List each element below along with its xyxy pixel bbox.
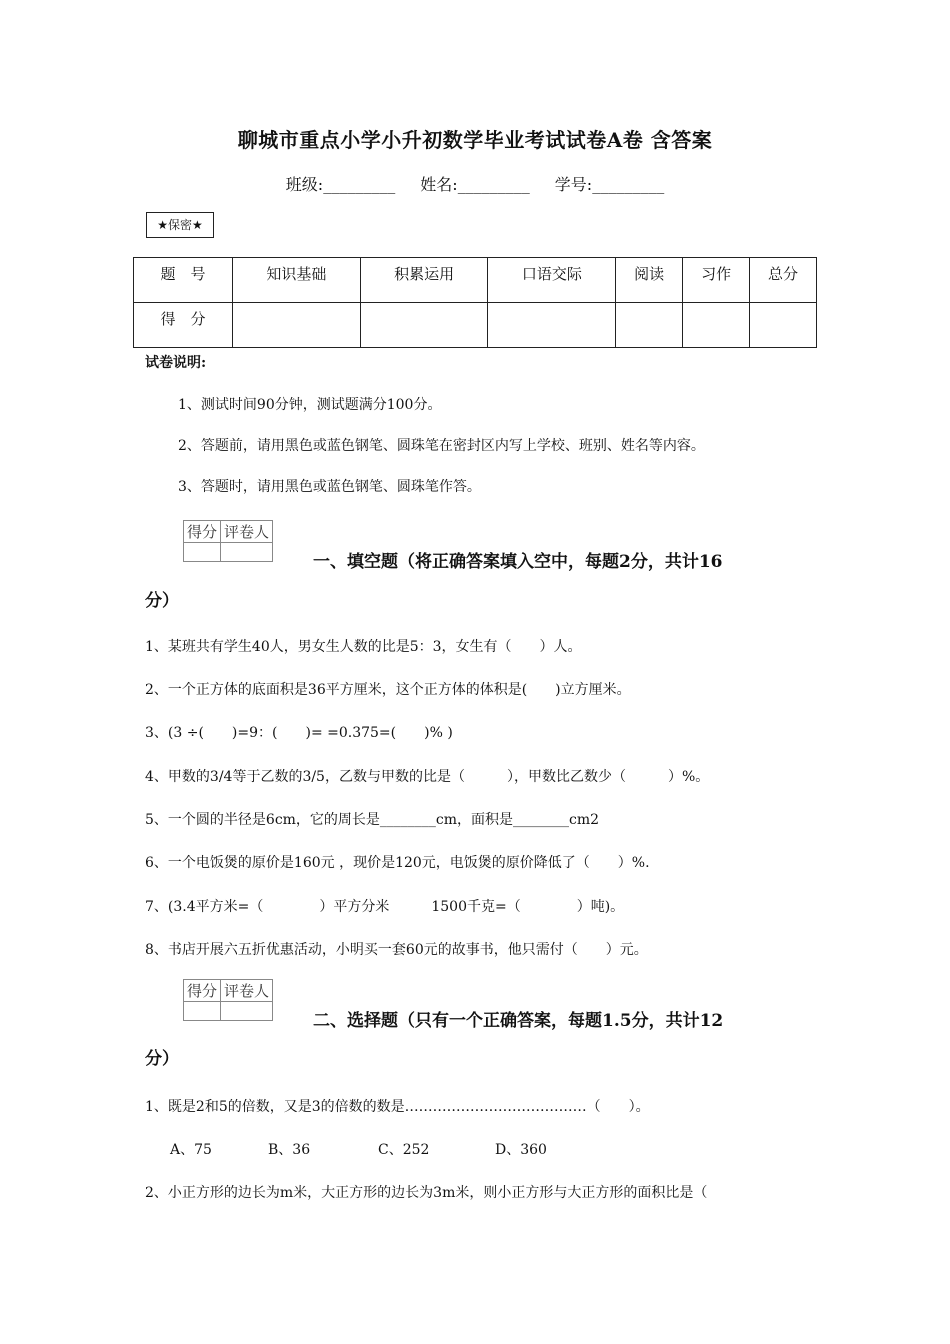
question-item: 2、一个正方体的底面积是36平方厘米，这个正方体的体积是( )立方厘米。	[145, 682, 631, 698]
col-header: 积累运用	[360, 258, 488, 303]
option-d: D、360	[495, 1142, 547, 1158]
grader-box	[183, 520, 273, 562]
question-item: 8、书店开展六五折优惠活动，小明买一套60元的故事书，他只需付（ ）元。	[145, 942, 648, 958]
option-b: B、36	[268, 1142, 311, 1158]
score-table-header-row	[134, 258, 817, 303]
grader-score-cell[interactable]	[184, 1002, 221, 1021]
question-item: 1、某班共有学生40人，男女生人数的比是5：3，女生有（ ）人。	[145, 639, 582, 655]
col-header: 阅读	[616, 258, 683, 303]
instructions-title: 试卷说明:	[145, 355, 207, 371]
score-cell[interactable]	[683, 303, 750, 348]
grader-score-cell[interactable]	[184, 543, 221, 562]
instruction-item: 2、答题前，请用黑色或蓝色钢笔、圆珠笔在密封区内写上学校、班别、姓名等内容。	[178, 438, 705, 454]
score-cell[interactable]	[360, 303, 488, 348]
score-cell[interactable]	[488, 303, 616, 348]
class-field[interactable]: 班级:_________	[285, 175, 396, 194]
grader-name-cell[interactable]	[221, 1002, 273, 1021]
question-item: 1、既是2和5的倍数，又是3的倍数的数是…………………………………（ ）。	[145, 1099, 650, 1115]
score-cell[interactable]	[750, 303, 817, 348]
grader-name-cell[interactable]	[221, 543, 273, 562]
col-header: 总分	[750, 258, 817, 303]
instruction-item: 3、答题时，请用黑色或蓝色钢笔、圆珠笔作答。	[178, 479, 481, 495]
option-c: C、252	[378, 1142, 430, 1158]
score-table	[133, 257, 817, 348]
grader-score-label: 得分	[184, 980, 221, 1002]
col-header: 知识基础	[233, 258, 361, 303]
question-item: 3、(3 ÷( )=9：( )= =0.375=( )% )	[145, 725, 453, 741]
col-header: 口语交际	[488, 258, 616, 303]
row-header-score: 得 分	[134, 303, 233, 348]
name-field[interactable]: 姓名:_________	[420, 175, 530, 194]
section2-heading-cont: 分）	[145, 1049, 179, 1069]
score-table-score-row	[134, 303, 817, 348]
page-title: 聊城市重点小学小升初数学毕业考试试卷A卷 含答案	[237, 128, 713, 152]
instruction-item: 1、测试时间90分钟，测试题满分100分。	[178, 397, 442, 413]
confidential-badge: ★保密★	[146, 212, 214, 238]
row-header-question-number: 题 号	[134, 258, 233, 303]
question-item: 2、小正方形的边长为m米，大正方形的边长为3m米，则小正方形与大正方形的面积比是（	[145, 1185, 708, 1201]
grader-name-label: 评卷人	[221, 521, 273, 543]
question-item: 5、一个圆的半径是6cm，它的周长是________cm，面积是________cm2	[145, 812, 600, 828]
question-item: 4、甲数的3/4等于乙数的3/5，乙数与甲数的比是（ ），甲数比乙数少（ ）%。	[145, 769, 710, 785]
grader-score-label: 得分	[184, 521, 221, 543]
section1-heading: 一、填空题（将正确答案填入空中，每题2分，共计16	[313, 552, 723, 572]
grader-box	[183, 979, 273, 1021]
score-cell[interactable]	[616, 303, 683, 348]
question-item: 6、一个电饭煲的原价是160元 ，现价是120元，电饭煲的原价降低了（ ）%.	[145, 855, 650, 871]
score-cell[interactable]	[233, 303, 361, 348]
col-header: 习作	[683, 258, 750, 303]
grader-name-label: 评卷人	[221, 980, 273, 1002]
question-item: 7、(3.4平方米=（ ）平方分米 1500千克=（ ）吨)。	[145, 899, 625, 915]
student-id-field[interactable]: 学号:_________	[554, 175, 665, 194]
section2-heading: 二、选择题（只有一个正确答案，每题1.5分，共计12	[313, 1011, 724, 1031]
student-info-row	[0, 172, 950, 195]
option-a: A、75	[170, 1142, 212, 1158]
section1-heading-cont: 分）	[145, 591, 179, 611]
